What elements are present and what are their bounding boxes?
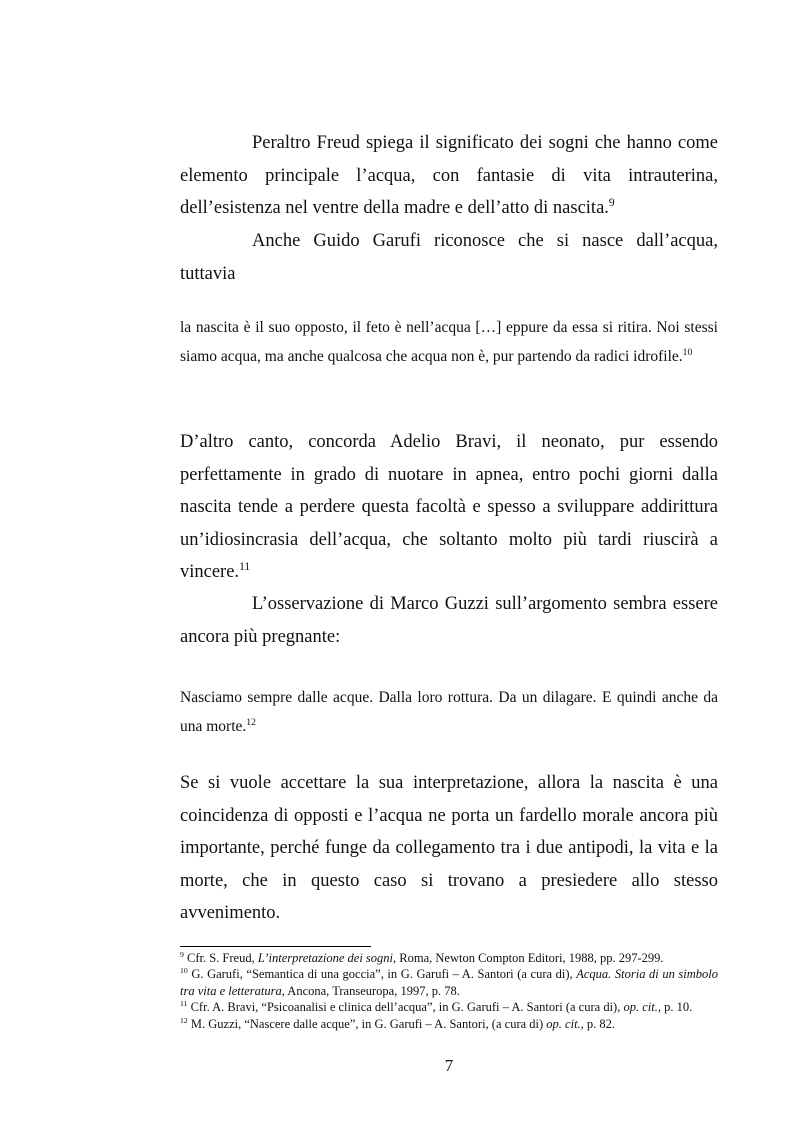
paragraph-interpretation: [180, 767, 718, 930]
footnote-number: 12: [180, 1015, 188, 1025]
footnote-11: [180, 999, 718, 1015]
paragraph-garufi-text: Anche Guido Garufi riconosce che si nasce dall’acqua, tuttavia: [180, 231, 718, 284]
page-number: 7: [444, 1056, 454, 1075]
block-quote-garufi-text: la nascita è il suo opposto, il feto è nell’acqua […] eppure da essa si ritira. Noi stessi siamo acqua, ma anche qualcosa che acqua non è, pur partendo da radici idrofile.: [180, 319, 718, 365]
footnote-ref-9[interactable]: 9: [608, 196, 615, 209]
footnote-text: Cfr. S. Freud,: [183, 951, 258, 965]
footnote-number: 9: [180, 949, 184, 959]
footnote-ref-11[interactable]: 11: [239, 560, 251, 573]
footnote-10: [180, 966, 718, 999]
block-quote-garufi: [180, 314, 718, 371]
footnote-text: M. Guzzi, “Nascere dalle acque”, in G. Garufi – A. Santori, (a cura di): [187, 1016, 547, 1031]
footnote-text: Cfr. A. Bravi, “Psicoanalisi e clinica dell’acqua”, in G. Garufi – A. Santori (a cura di),: [187, 1000, 624, 1015]
paragraph-guzzi-text: L’osservazione di Marco Guzzi sull’argomento sembra essere ancora più pregnante:: [180, 594, 718, 647]
footnote-number: 11: [180, 999, 188, 1009]
paragraph-interpretation-text: Se si vuole accettare la sua interpretazione, allora la nascita è una coincidenza di opposti e l’acqua ne porta un fardello morale ancora più importante, perché funge da collegamento tra i due antipodi, la vita e la morte, che in questo caso si trovano a presiedere allo stesso avvenimento.: [180, 773, 718, 923]
footnote-title: op. cit.,: [623, 1000, 661, 1015]
block-quote-guzzi-text: Nasciamo sempre dalle acque. Dalla loro rottura. Da un dilagare. E quindi anche da una morte.: [180, 689, 718, 735]
footnote-separator: [180, 946, 371, 947]
paragraph-bravi-text: D’altro canto, concorda Adelio Bravi, il neonato, pur essendo perfettamente in grado di nuotare in apnea, entro pochi giorni dalla nascita tende a perdere questa facoltà e spesso a sviluppare addirittura un’idiosincrasia dell’acqua, che soltanto molto più tardi riuscirà a vincere.: [180, 432, 718, 582]
paragraph-bravi: [180, 426, 718, 589]
footnote-9: [180, 950, 718, 966]
footnote-number: 10: [180, 966, 188, 976]
footnote-title: op. cit.,: [546, 1016, 584, 1031]
footnote-text: Roma, Newton Compton Editori, 1988, pp. 297-299.: [396, 951, 664, 965]
block-quote-guzzi: [180, 684, 718, 741]
paragraph-freud-text: Peraltro Freud spiega il significato dei sogni che hanno come elemento principale l’acqua, con fantasie di vita intrauterina, dell’esistenza nel ventre della madre e dell’atto di nascita.: [180, 133, 718, 218]
footnote-ref-10[interactable]: 10: [682, 346, 693, 358]
footnote-ref-12[interactable]: 12: [246, 716, 256, 728]
footnote-text: p. 82.: [583, 1016, 616, 1031]
paragraph-guzzi: [180, 588, 718, 653]
footnote-text: p. 10.: [660, 1000, 693, 1015]
footnotes: [180, 950, 718, 1032]
footnote-title: L’interpretazione dei sogni,: [257, 951, 397, 965]
footnote-text: Ancona, Transeuropa, 1997, p. 78.: [284, 983, 460, 998]
footnote-text: G. Garufi, “Semantica di una goccia”, in G. Garufi – A. Santori (a cura di),: [187, 967, 577, 982]
paragraph-garufi: [180, 225, 718, 290]
footnote-title: Acqua. Storia di un simbolo tra vita e letteratura,: [180, 967, 719, 998]
footnote-12: [180, 1016, 718, 1032]
paragraph-freud: [180, 127, 718, 225]
